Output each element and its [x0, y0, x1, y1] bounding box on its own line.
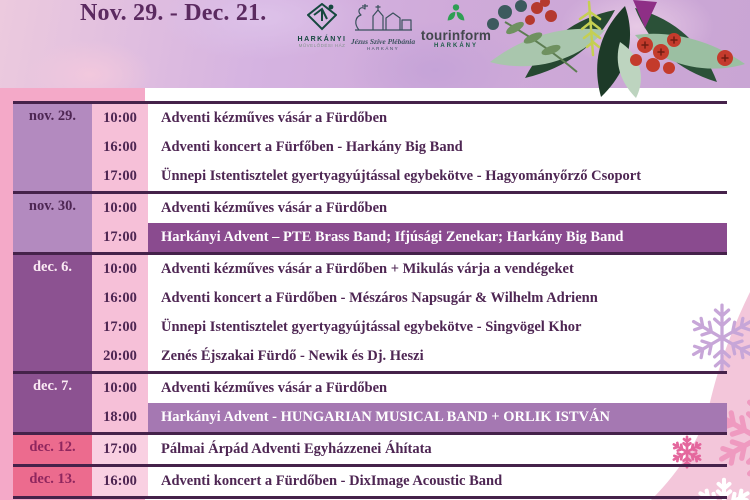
event-title: Adventi kézműves vásár a Fürdőben — [161, 200, 388, 216]
event-title: Pálmai Árpád Adventi Egyházzenei Áhítata — [161, 441, 432, 457]
logo-mh-subtitle: MŰVELŐDÉSI HÁZ — [298, 43, 346, 48]
event-row — [92, 313, 727, 342]
event-row — [92, 374, 727, 403]
tourinform-icon — [446, 4, 466, 23]
logo-jezus-szive-plebania — [350, 2, 416, 51]
schedule-section — [13, 374, 727, 435]
schedule-section — [13, 435, 727, 467]
logo-mh-name: HARKÁNYI — [297, 36, 347, 43]
event-title-highlighted: Harkányi Advent – PTE Brass Band; Ifjúsági Zenekar; Harkány Big Band — [148, 223, 727, 252]
logo-ti-subtitle: HARKÁNY — [434, 43, 478, 49]
event-time: 10:00 — [92, 255, 148, 284]
event-row — [92, 403, 727, 432]
event-title: Adventi koncert a Fürfőben - Harkány Big Band — [161, 139, 463, 155]
schedule-table — [13, 101, 727, 499]
event-row — [92, 284, 727, 313]
event-row — [92, 467, 727, 496]
event-time: 17:00 — [92, 223, 148, 252]
event-title: Adventi kézműves vásár a Fürdőben — [161, 110, 388, 126]
leaf — [618, 42, 641, 98]
schedule-section — [13, 104, 727, 194]
harkanyi-muvelodesi-haz-icon — [307, 3, 337, 31]
event-time: 10:00 — [92, 194, 148, 223]
event-row — [92, 435, 727, 464]
jezus-szive-plebania-icon — [353, 2, 413, 32]
floral-decoration — [485, 0, 750, 98]
event-row — [92, 255, 727, 284]
event-time: 16:00 — [92, 133, 148, 162]
event-time: 17:00 — [92, 162, 148, 191]
date-cell: dec. 12. — [13, 435, 92, 464]
date-cell: dec. 13. — [13, 467, 92, 496]
event-row — [92, 162, 727, 191]
logo-pl-name: Jézus Szíve Plébánia — [350, 37, 416, 46]
schedule-section — [13, 467, 727, 499]
berry-cluster-small — [525, 0, 557, 25]
event-time: 18:00 — [92, 403, 148, 432]
event-row — [92, 104, 727, 133]
event-title: Adventi koncert a Fürdőben - Mészáros Napsugár & Wilhelm Adrienn — [161, 290, 598, 306]
date-cell: nov. 30. — [13, 194, 92, 252]
date-cell: dec. 7. — [13, 374, 92, 432]
logo-harkanyi-muvelodesi-haz — [296, 3, 348, 48]
event-time: 16:00 — [92, 467, 148, 496]
event-title: Zenés Éjszakai Fürdő - Newik és Dj. Heszi — [161, 348, 424, 364]
event-row — [92, 342, 727, 371]
date-range-title: Nov. 29. - Dec. 21. — [80, 0, 267, 26]
event-time: 10:00 — [92, 104, 148, 133]
event-title: Ünnepi Istentisztelet gyertyagyújtással egybekötve - Hagyományőrző Csoport — [161, 168, 642, 184]
schedule-section — [13, 194, 727, 255]
logo-pl-subtitle: HARKÁNY — [366, 46, 400, 51]
event-time: 16:00 — [92, 284, 148, 313]
event-time: 17:00 — [92, 435, 148, 464]
event-row — [92, 223, 727, 252]
event-title: Adventi kézműves vásár a Fürdőben — [161, 380, 388, 396]
event-title-highlighted: Harkányi Advent - HUNGARIAN MUSICAL BAND + ORLIK ISTVÁN — [148, 403, 727, 432]
event-time: 17:00 — [92, 313, 148, 342]
date-cell: dec. 6. — [13, 255, 92, 371]
event-row — [92, 133, 727, 162]
event-title: Ünnepi Istentisztelet gyertyagyújtással egybekötve - Singvögel Khor — [161, 319, 582, 335]
event-title: Adventi kézműves vásár a Fürdőben + Mikulás várja a vendégeket — [161, 261, 574, 277]
event-time: 10:00 — [92, 374, 148, 403]
schedule-section — [13, 255, 727, 374]
event-title: Adventi koncert a Fürdőben - DixImage Acoustic Band — [161, 473, 503, 489]
logo-ti-name: tourinform — [420, 28, 492, 43]
event-row — [92, 194, 727, 223]
event-time: 20:00 — [92, 342, 148, 371]
date-cell: nov. 29. — [13, 104, 92, 191]
logo-tourinform — [420, 4, 492, 49]
